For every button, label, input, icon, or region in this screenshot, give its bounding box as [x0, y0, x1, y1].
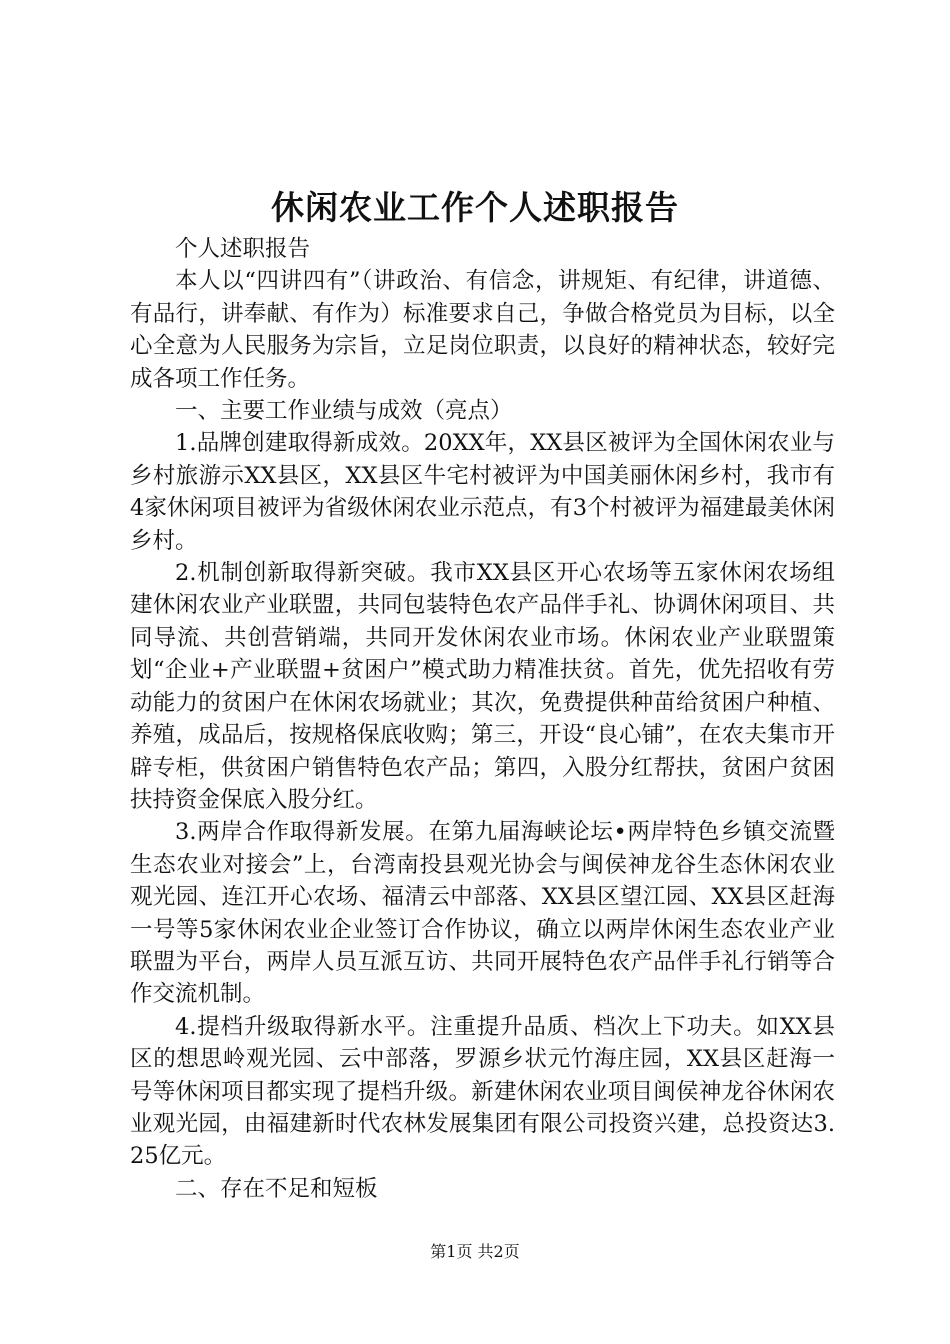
paragraph-mechanism: 2.机制创新取得新突破。我市XX县区开心农场等五家休闲农场组建休闲农业产业联盟，共同包装特色农产品伴手礼、协调休闲项目、共同导流、共创营销端，共同开发休闲农业市场。休闲农业产业联盟策划“企业+产业联盟+贫困户”模式助力精准扶贫。首先，优先招收有劳动能力的贫困户在休闲农场就业；其次，免费提供种苗给贫困户种植、养殖，成品后，按规格保底收购；第三，开设“良心铺”，在农夫集市开辟专柜，供贫困户销售特色农产品；第四，入股分红帮扶，贫困户贫困扶持资金保底入股分红。	[130, 560, 835, 813]
paragraph-heading: 个人述职报告	[175, 236, 311, 262]
page-footer: 第1页 共2页	[430, 1242, 520, 1261]
document-title: 休闲农业工作个人述职报告	[271, 188, 679, 227]
paragraph-intro: 本人以“四讲四有”（讲政治、有信念，讲规矩、有纪律，讲道德、有品行，讲奉献、有作为）标准要求自己，争做合格党员为目标，以全心全意为人民服务为宗旨，立足岗位职责，以良好的精神状态，较好完成各项工作任务。	[130, 268, 835, 392]
paragraph-upgrade: 4.提档升级取得新水平。注重提升品质、档次上下功夫。如XX县区的想思岭观光园、云中部落，罗源乡状元竹海庄园，XX县区赶海一号等休闲项目都实现了提档升级。新建休闲农业项目闽侯神龙谷休闲农业观光园，由福建新时代农林发展集团有限公司投资兴建，总投资达3.25亿元。	[130, 1013, 835, 1170]
section-heading-achievements: 一、主要工作业绩与成效（亮点）	[175, 398, 513, 425]
paragraph-cross-strait: 3.两岸合作取得新发展。在第九届海峡论坛•两岸特色乡镇交流暨生态农业对接会”上，台湾南投县观光协会与闽侯神龙谷生态休闲农业观光园、连江开心农场、福清云中部落、XX县区望江园、XX县区赶海一号等5家休闲农业企业签订合作协议，确立以两岸休闲生态农业产业联盟为平台，两岸人员互派互访、共同开展特色农产品伴手礼行销等合作交流机制。	[130, 819, 835, 1008]
section-heading-shortcomings: 二、存在不足和短板	[175, 1175, 378, 1202]
document-body	[130, 233, 835, 1205]
paragraph-brand: 1.品牌创建取得新成效。20XX年，XX县区被评为全国休闲农业与乡村旅游示XX县区，XX县区牛宅村被评为中国美丽休闲乡村，我市有4家休闲项目被评为省级休闲农业示范点，有3个村被评为福建最美休闲乡村。	[130, 430, 835, 554]
